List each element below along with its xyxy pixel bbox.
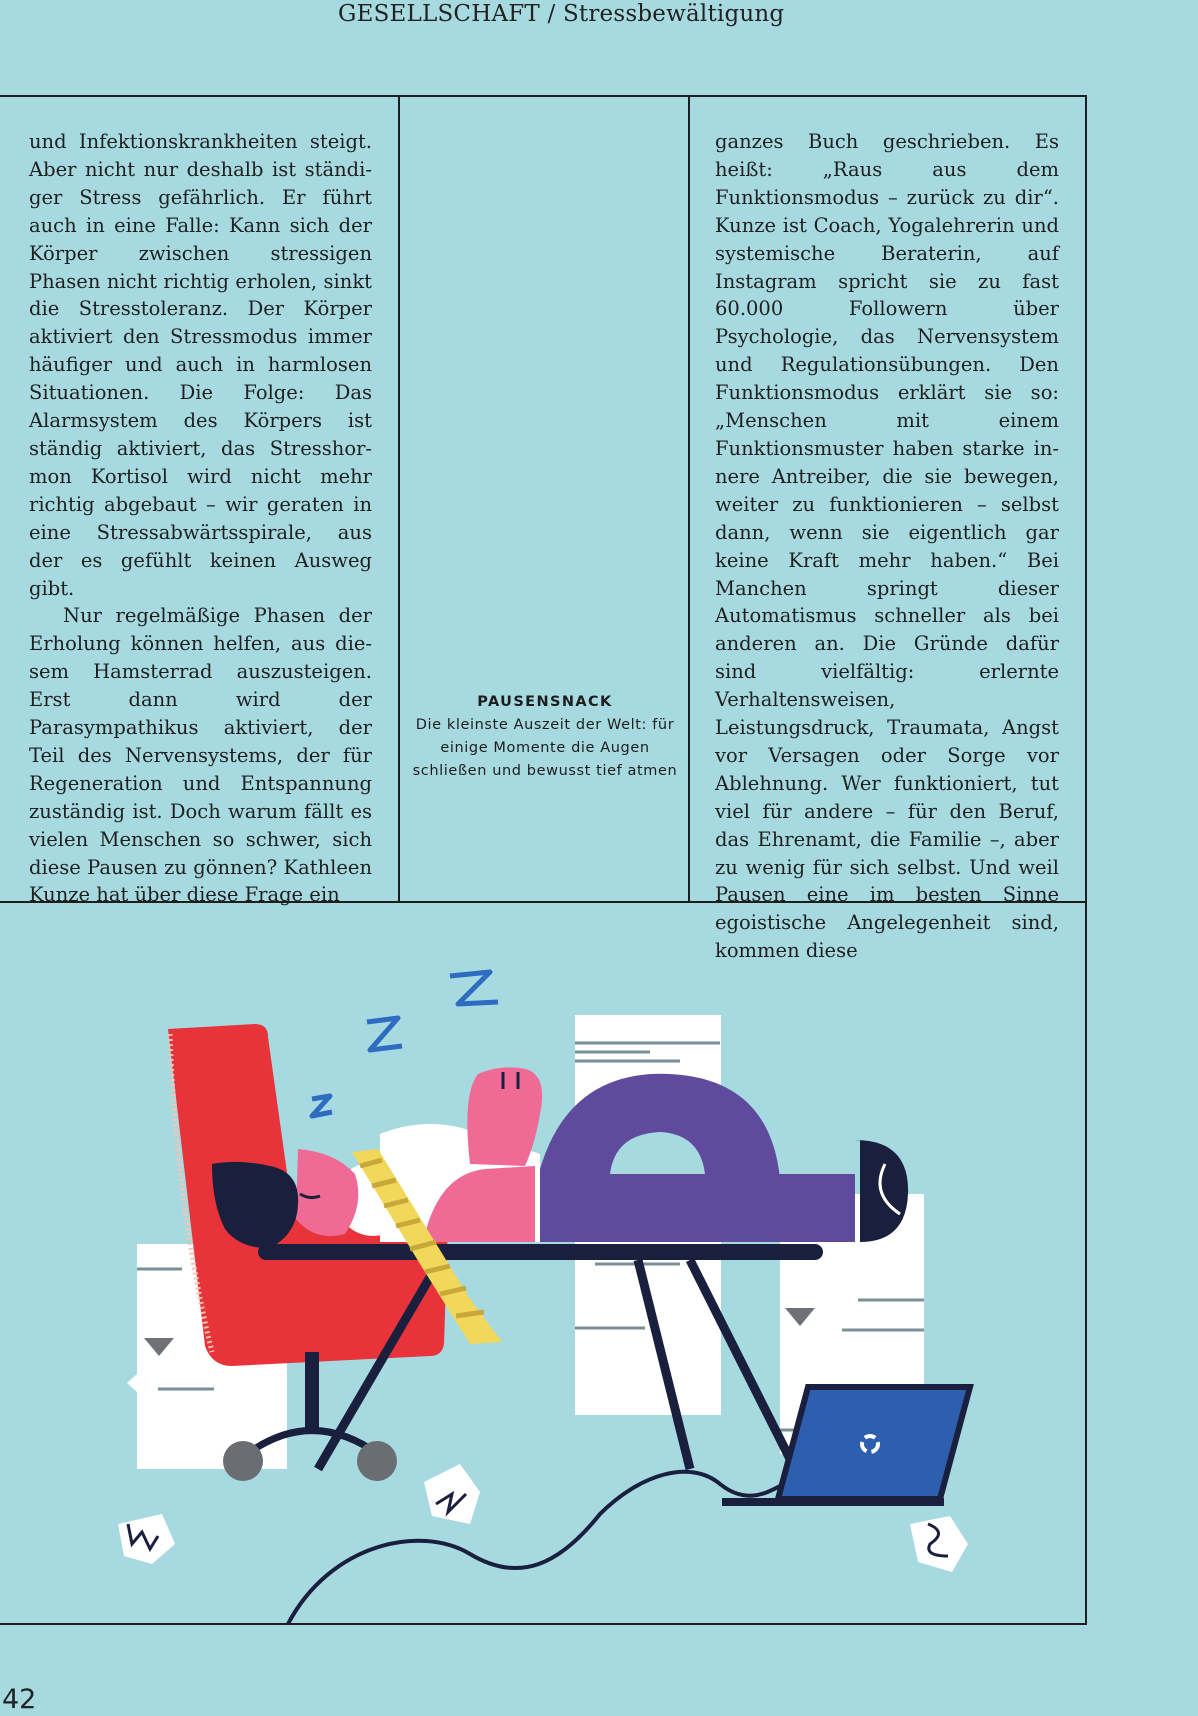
caption-text: Die kleinste Auszeit der Welt: für einige Momente die Augen schließen und bewusst tief atmen bbox=[412, 717, 678, 779]
paragraph: ganzes Buch geschrieben. Es heißt: „Raus aus dem Funktionsmodus – zurück zu dir“. Kunze ist Coach, Yogalehrerin und systemische Beraterin, auf Instagram spricht sie zu fast 60.000 Followern über Psychologie, das Nervensystem und Regulationsübungen. Den Funktionsmodus erklärt sie so: „Menschen mit einem Funktionsmuster haben starke innere Antreiber, die sie bewegen, weiter zu funktionieren – selbst dann, wenn sie eigentlich gar keine Kraft mehr haben.“ Bei Manchen springt dieser Automatismus schneller als bei anderen an. Die Gründe dafür sind vielfältig: erlernte Verhaltensweisen, Leistungsdruck, Traumata, Angst vor Versagen oder Sorge vor Ablehnung. Wer funktioniert, tut viel für andere – für den Beruf, das Ehrenamt, die Familie –, aber zu wenig für sich selbst. Und weil Pausen eine im besten Sinne egoistische Angelegenheit sind, kommen diese bbox=[715, 130, 1059, 963]
column-divider-2 bbox=[688, 95, 690, 902]
cable bbox=[288, 1472, 780, 1624]
paragraph: und Infektionskrankheiten steigt. Aber nicht nur deshalb ist ständiger Stress gefährlich. Er führt auch in eine Falle: Kann sich der Körper zwischen stressigen Phasen nicht richtig erholen, sinkt die Stresstoleranz. Der Körper aktiviert den Stressmodus immer häufiger und auch in harmlosen Situationen. Die Folge: Das Alarmsystem des Körpers ist ständig aktiviert, das Stresshormon Kortisol wird nicht mehr richtig abgebaut – wir geraten in eine Stressabwärtsspirale, aus der es gefühlt keinen Ausweg gibt. bbox=[29, 130, 372, 600]
caption-title: PAUSENSNACK bbox=[477, 694, 613, 710]
text-column-1 bbox=[29, 128, 372, 909]
page-number: 42 bbox=[2, 1684, 37, 1715]
text-column-3 bbox=[715, 128, 1059, 965]
illustration bbox=[0, 904, 1087, 1624]
section-header: GESELLSCHAFT / Stressbewältigung bbox=[338, 1, 785, 27]
column-divider-1 bbox=[398, 95, 400, 902]
image-caption bbox=[405, 691, 685, 783]
paragraph: Nur regelmäßige Phasen der Erholung können helfen, aus diesem Hamsterrad auszusteigen. Erst dann wird der Parasympathikus aktiviert, der Teil des Nervensystems, der für Regeneration und Entspannung zuständig ist. Doch warum fällt es vielen Menschen so schwer, sich diese Pausen zu gönnen? Kathleen Kunze hat über diese Frage ein bbox=[29, 604, 372, 907]
